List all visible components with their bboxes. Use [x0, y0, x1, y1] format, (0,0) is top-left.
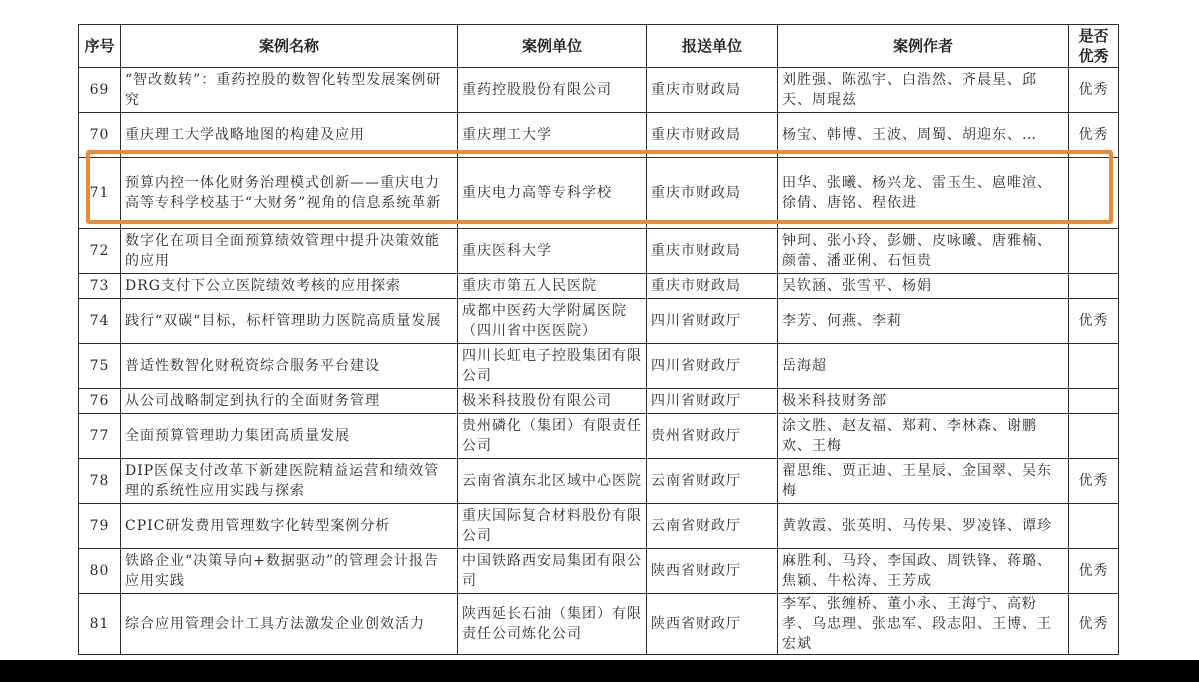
cell-excellent: 优秀: [1069, 549, 1119, 594]
cell-case-unit: 重庆国际复合材料股份有限公司: [458, 504, 647, 549]
cell-authors: 涂文胜、赵友福、郑莉、李林森、谢鹏欢、王梅: [778, 414, 1069, 459]
cell-excellent: [1069, 414, 1119, 459]
cell-submitter: 陕西省财政厅: [647, 594, 778, 655]
table-row: [79, 299, 1119, 344]
cell-submitter: 重庆市财政局: [647, 158, 778, 229]
cell-excellent: 优秀: [1069, 113, 1119, 158]
cell-case-name: DRG支付下公立医院绩效考核的应用探索: [121, 274, 458, 299]
cell-case-name: 全面预算管理助力集团高质量发展: [121, 414, 458, 459]
cell-no: 80: [79, 549, 121, 594]
table-row: [79, 113, 1119, 158]
cell-no: 81: [79, 594, 121, 655]
cell-case-name: 铁路企业“决策导向+数据驱动”的管理会计报告应用实践: [121, 549, 458, 594]
cell-case-unit: 重庆市第五人民医院: [458, 274, 647, 299]
cell-submitter: 重庆市财政局: [647, 68, 778, 113]
cell-case-unit: 陕西延长石油（集团）有限责任公司炼化公司: [458, 594, 647, 655]
table-row: [79, 158, 1119, 229]
cell-case-name: CPIC研发费用管理数字化转型案例分析: [121, 504, 458, 549]
cell-submitter: 贵州省财政厅: [647, 414, 778, 459]
cell-case-unit: 重庆理工大学: [458, 113, 647, 158]
header-authors: 案例作者: [778, 25, 1069, 68]
cell-case-unit: 重药控股股份有限公司: [458, 68, 647, 113]
case-table: [78, 24, 1119, 655]
cell-case-name: 综合应用管理会计工具方法激发企业创效活力: [121, 594, 458, 655]
table-row: [79, 229, 1119, 274]
cell-case-unit: 四川长虹电子控股集团有限公司: [458, 344, 647, 389]
cell-excellent: [1069, 274, 1119, 299]
cell-no: 69: [79, 68, 121, 113]
cell-submitter: 四川省财政厅: [647, 389, 778, 414]
header-excellent: 是否优秀: [1069, 25, 1119, 68]
cell-case-name: 从公司战略制定到执行的全面财务管理: [121, 389, 458, 414]
table-row: [79, 594, 1119, 655]
cell-case-name: 重庆理工大学战略地图的构建及应用: [121, 113, 458, 158]
table-row: [79, 274, 1119, 299]
cell-submitter: 陕西省财政厅: [647, 549, 778, 594]
cell-no: 79: [79, 504, 121, 549]
cell-authors: 钟珂、张小玲、彭姗、皮咏曦、唐雅楠、颜蕾、潘亚俐、石恒贵: [778, 229, 1069, 274]
cell-excellent: [1069, 504, 1119, 549]
cell-case-unit: 极米科技股份有限公司: [458, 389, 647, 414]
cell-excellent: 优秀: [1069, 459, 1119, 504]
cell-authors: 吴钦涵、张雪平、杨娟: [778, 274, 1069, 299]
cell-excellent: [1069, 229, 1119, 274]
table-header-row: [79, 25, 1119, 68]
cell-case-unit: 贵州磷化（集团）有限责任公司: [458, 414, 647, 459]
table-row: [79, 549, 1119, 594]
cell-authors: 杨宝、韩博、王波、周蜀、胡迎东、…: [778, 113, 1069, 158]
cell-excellent: 优秀: [1069, 68, 1119, 113]
cell-case-name: 预算内控一体化财务治理模式创新——重庆电力高等专科学校基于“大财务”视角的信息系统革新: [121, 158, 458, 229]
cell-excellent: [1069, 344, 1119, 389]
cell-authors: 李芳、何燕、李莉: [778, 299, 1069, 344]
cell-no: 75: [79, 344, 121, 389]
cell-case-unit: 成都中医药大学附属医院（四川省中医医院）: [458, 299, 647, 344]
cell-case-name: 数字化在项目全面预算绩效管理中提升决策效能的应用: [121, 229, 458, 274]
table-row: [79, 389, 1119, 414]
cell-case-unit: 重庆医科大学: [458, 229, 647, 274]
cell-case-unit: 重庆电力高等专科学校: [458, 158, 647, 229]
table-row: [79, 68, 1119, 113]
cell-authors: 岳海超: [778, 344, 1069, 389]
cell-case-unit: 云南省滇东北区域中心医院: [458, 459, 647, 504]
cell-submitter: 云南省财政厅: [647, 459, 778, 504]
header-submitter: 报送单位: [647, 25, 778, 68]
cell-case-name: “智改数转”：重药控股的数智化转型发展案例研究: [121, 68, 458, 113]
cell-excellent: 优秀: [1069, 299, 1119, 344]
cell-no: 70: [79, 113, 121, 158]
cell-submitter: 云南省财政厅: [647, 504, 778, 549]
header-case-name: 案例名称: [121, 25, 458, 68]
table-row: [79, 344, 1119, 389]
cell-authors: 黄敦霞、张英明、马传果、罗凌锋、谭珍: [778, 504, 1069, 549]
cell-authors: 翟思维、贾正迪、王星辰、金国翠、吴东梅: [778, 459, 1069, 504]
cell-submitter: 重庆市财政局: [647, 113, 778, 158]
cell-excellent: 优秀: [1069, 594, 1119, 655]
cell-case-name: 普适性数智化财税资综合服务平台建设: [121, 344, 458, 389]
cell-no: 71: [79, 158, 121, 229]
cell-submitter: 重庆市财政局: [647, 229, 778, 274]
table-row: [79, 504, 1119, 549]
cell-no: 78: [79, 459, 121, 504]
cell-no: 74: [79, 299, 121, 344]
cell-no: 76: [79, 389, 121, 414]
cell-no: 77: [79, 414, 121, 459]
cell-case-unit: 中国铁路西安局集团有限公司: [458, 549, 647, 594]
cell-submitter: 重庆市财政局: [647, 274, 778, 299]
cell-excellent: [1069, 158, 1119, 229]
table-row: [79, 459, 1119, 504]
table-row: [79, 414, 1119, 459]
cell-no: 73: [79, 274, 121, 299]
cell-no: 72: [79, 229, 121, 274]
cell-authors: 田华、张曦、杨兴龙、雷玉生、扈唯渲、徐倩、唐铭、程依进: [778, 158, 1069, 229]
cell-authors: 李军、张缠桥、董小永、王海宁、高粉孝、乌忠理、张忠军、段志阳、王博、王宏斌: [778, 594, 1069, 655]
header-no: 序号: [79, 25, 121, 68]
header-case-unit: 案例单位: [458, 25, 647, 68]
cell-excellent: [1069, 389, 1119, 414]
cell-submitter: 四川省财政厅: [647, 344, 778, 389]
cell-authors: 麻胜利、马玲、李国政、周铁锋、蒋璐、焦颖、牛松涛、王芳成: [778, 549, 1069, 594]
cell-submitter: 四川省财政厅: [647, 299, 778, 344]
cell-case-name: 践行“双碳“目标，标杆管理助力医院高质量发展: [121, 299, 458, 344]
cell-authors: 极米科技财务部: [778, 389, 1069, 414]
cell-case-name: DIP医保支付改革下新建医院精益运营和绩效管理的系统性应用实践与探索: [121, 459, 458, 504]
cell-authors: 刘胜强、陈泓宇、白浩然、齐晨星、邱天、周琨兹: [778, 68, 1069, 113]
